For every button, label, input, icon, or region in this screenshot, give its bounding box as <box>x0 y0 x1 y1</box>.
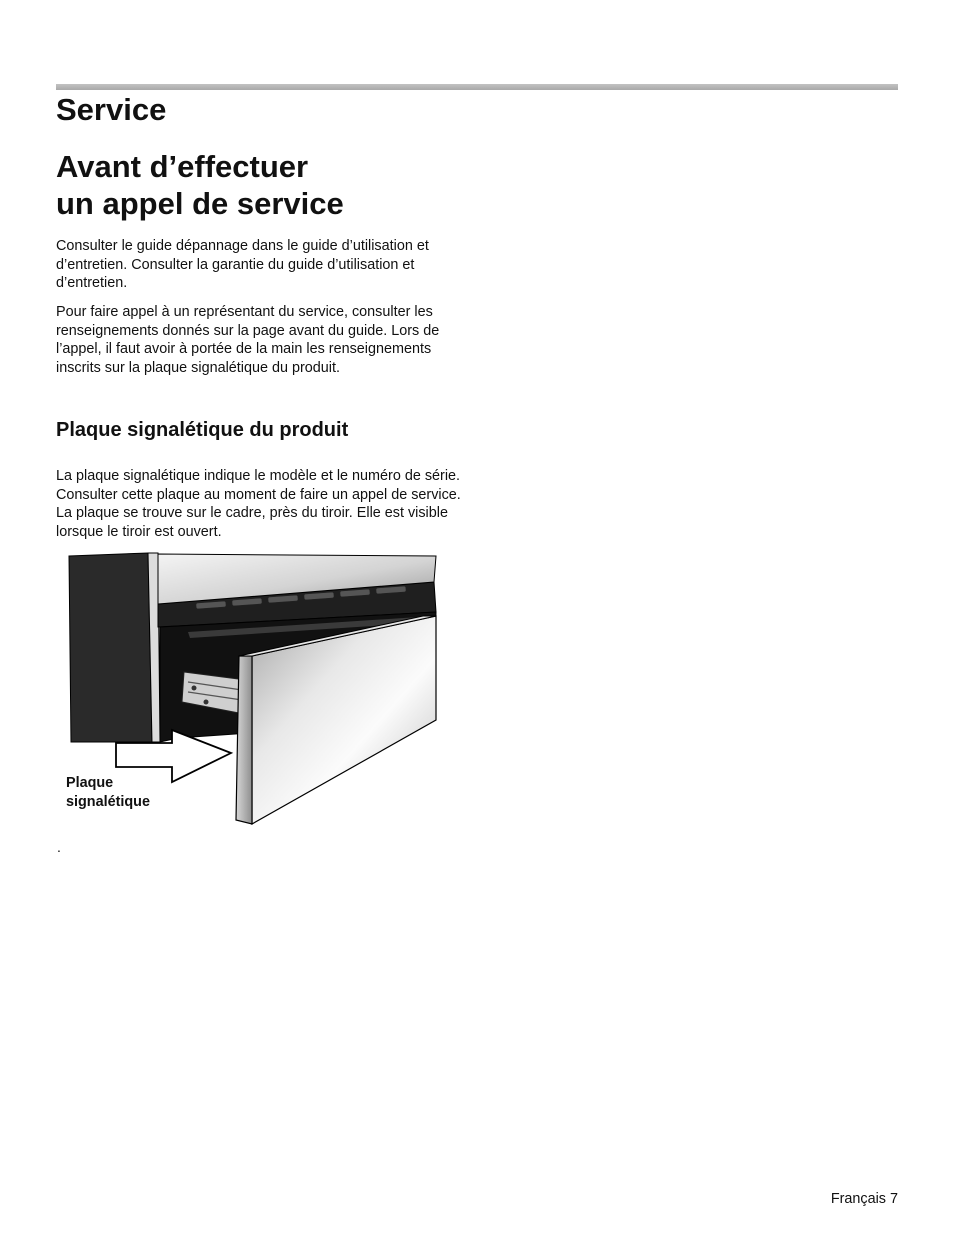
top-rule <box>56 84 898 90</box>
section-title: Service <box>56 92 167 127</box>
subsection-title: Plaque signalétique du produit <box>56 419 349 441</box>
page-footer: Français 7 <box>830 1191 898 1207</box>
callout-label-line2: signalétique <box>66 794 150 810</box>
page-heading <box>56 148 344 222</box>
intro-paragraph-1: Consulter le guide dépannage dans le guide d’utilisation et d’entretien. Consulter la garantie du guide d’utilisation et d’entretien. <box>56 238 429 292</box>
drawer-front-edge <box>236 656 252 824</box>
intro-paragraph-2: Pour faire appel à un représentant du service, consulter les renseignements donnés sur la page avant du guide. Lors de l’appel, il faut avoir à portée de la main les renseignements inscrits sur la plaque signalétique du produit. <box>56 304 440 376</box>
subsection-paragraph: La plaque signalétique indique le modèle et le numéro de série. Consulter cette plaque au moment de faire un appel de service. La plaque se trouve sur le cadre, près du tiroir. Elle est visible lorsque le tiroir est ouvert. <box>56 468 461 540</box>
callout-label-line1: Plaque <box>66 775 114 791</box>
page-heading-line2: un appel de service <box>56 186 344 221</box>
callout-label <box>66 774 150 812</box>
stray-mark: . <box>57 839 61 855</box>
cabinet-side <box>69 553 152 742</box>
drawer-illustration <box>56 552 446 827</box>
page-heading-line1: Avant d’effectuer <box>56 149 309 184</box>
